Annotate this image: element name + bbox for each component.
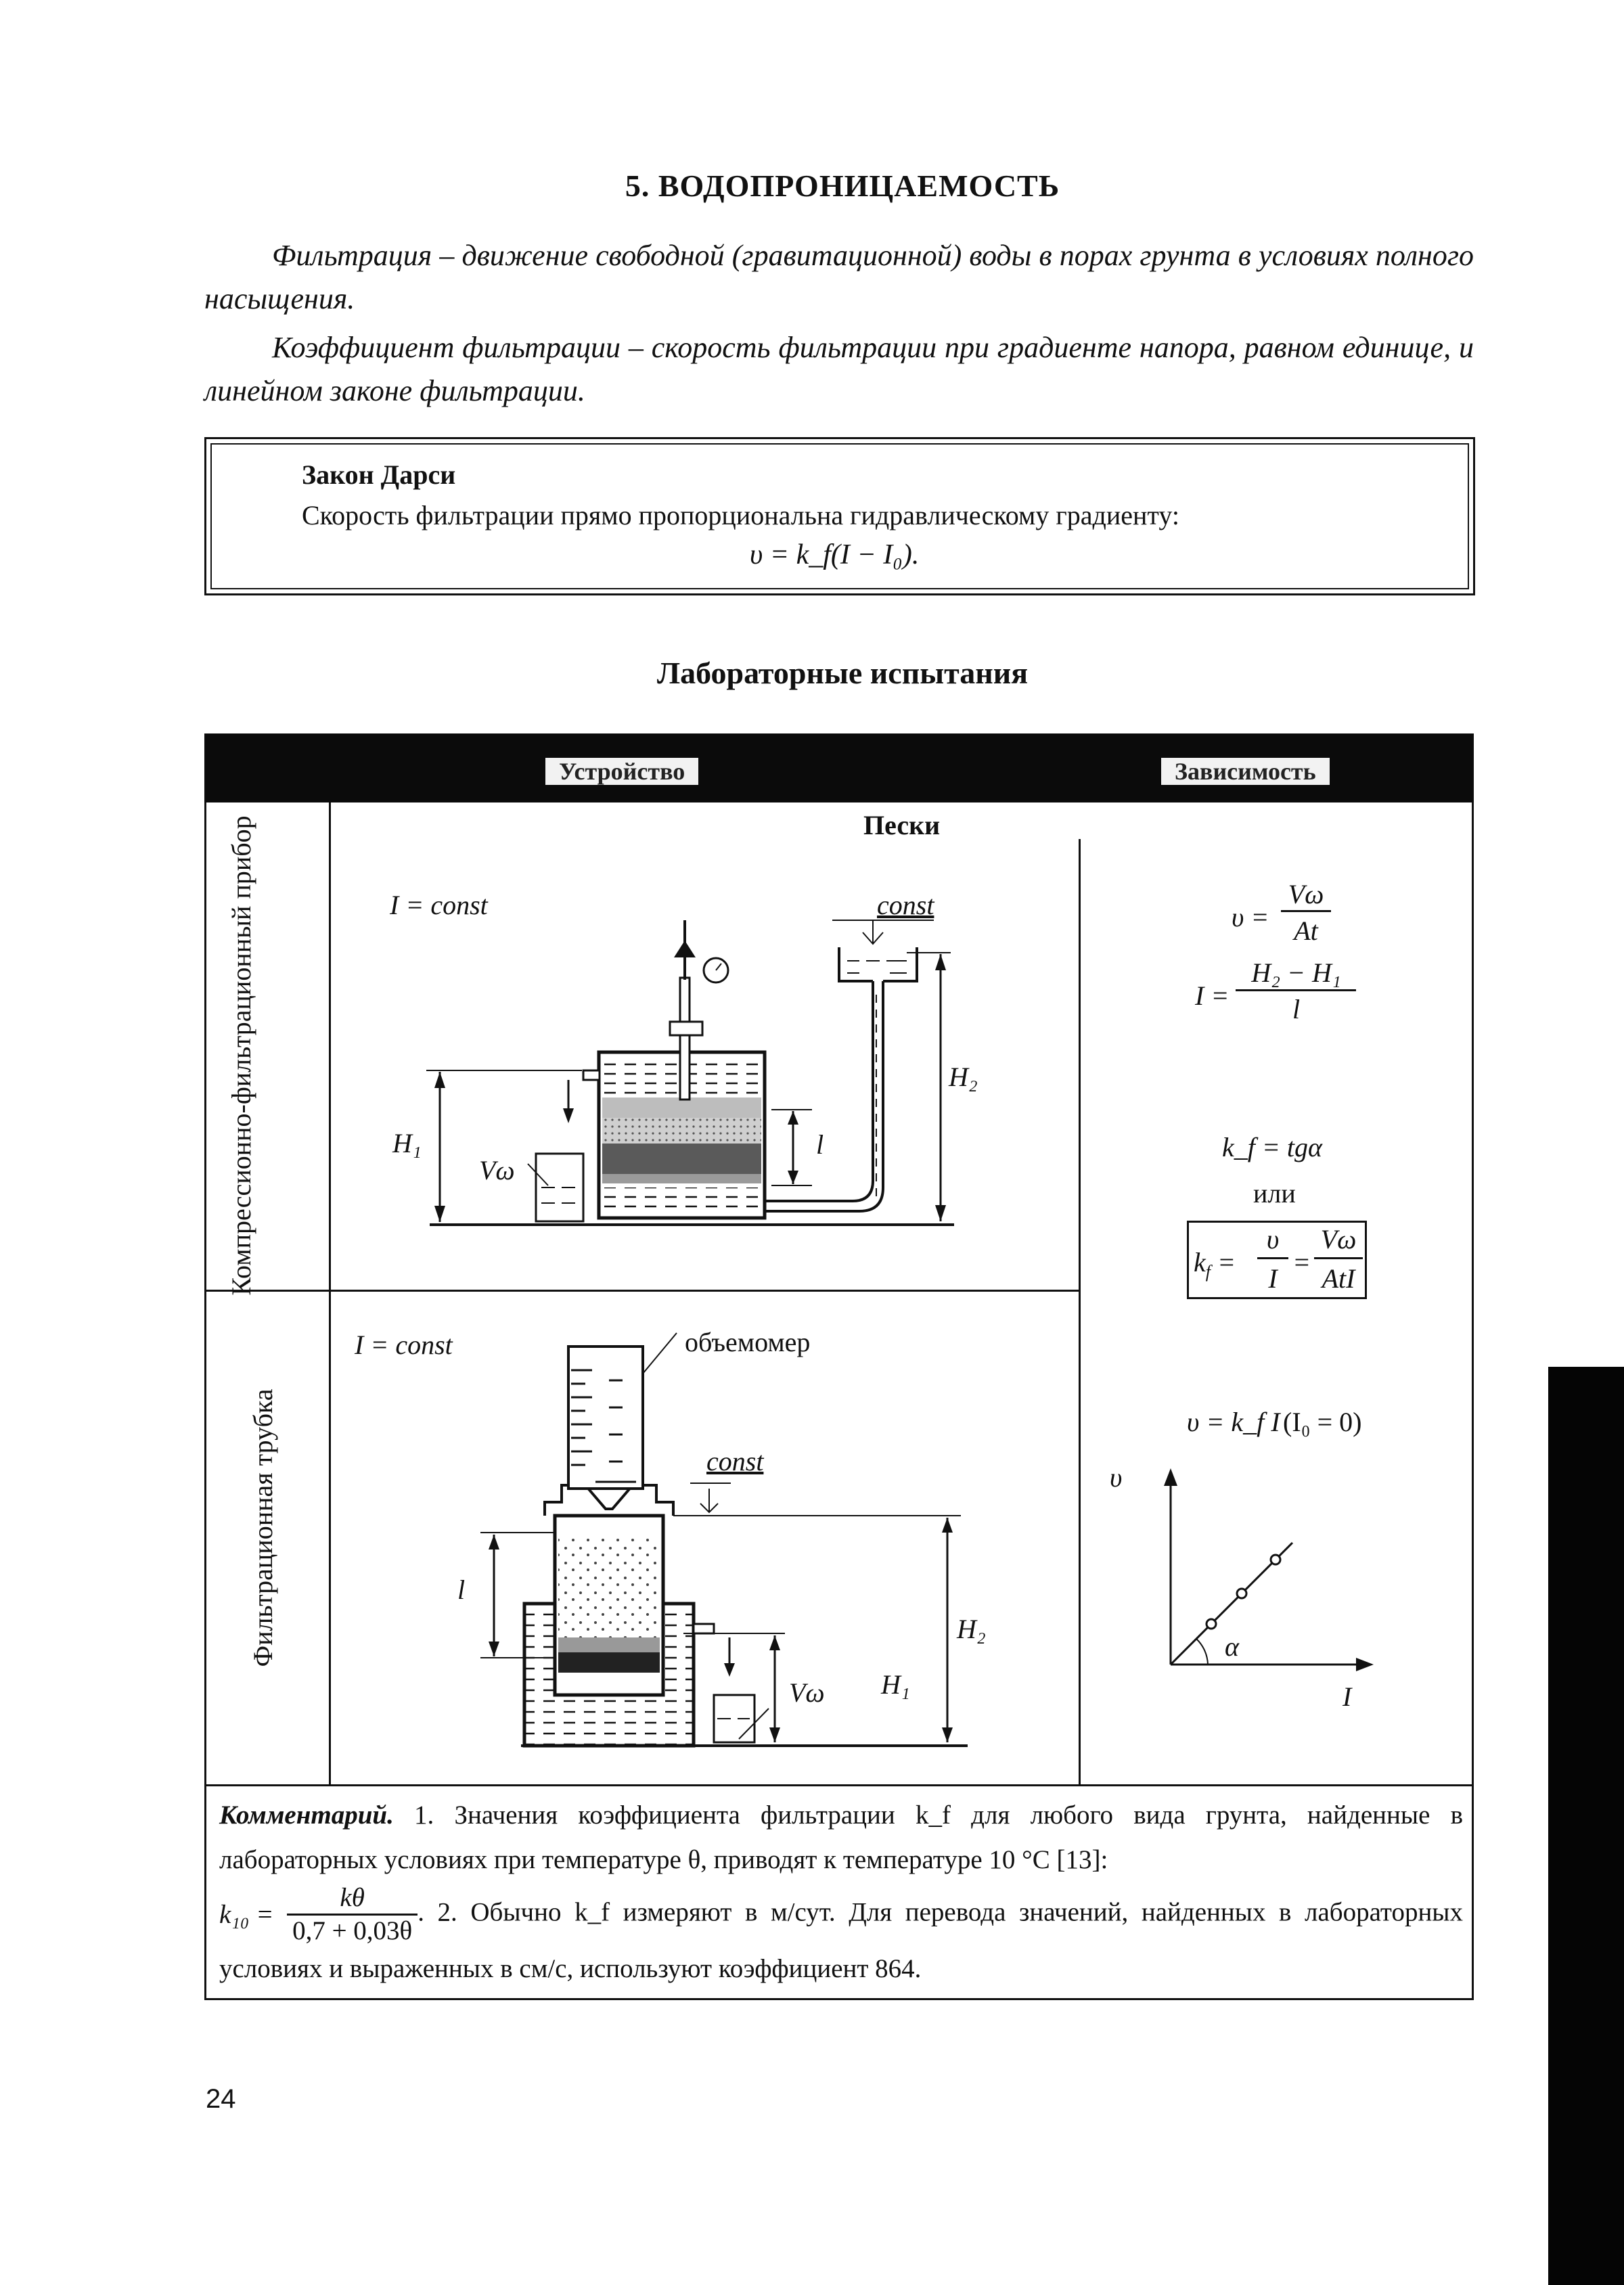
diagram2-const-label: const xyxy=(706,1446,764,1476)
or-label: или xyxy=(1253,1178,1296,1208)
comment-block xyxy=(219,1793,1463,1991)
velocity-numerator: Vω xyxy=(1288,879,1324,909)
linear-darcy-formula: υ = k_f I xyxy=(1187,1407,1280,1437)
filtration-definition: Фильтрация – движение свободной (гравитационной) воды в порах грунта в условиях полного насыщения. xyxy=(204,239,1474,315)
gradient-numerator: H₂ − H₁ xyxy=(1251,957,1341,988)
diagram1-const-label: const xyxy=(877,890,934,920)
gradient-symbol: I = xyxy=(1195,980,1230,1011)
section-title: Лабораторные испытания xyxy=(656,656,1029,690)
compression-filtration-device-diagram xyxy=(338,880,1015,1259)
kf-a-denominator: I xyxy=(1268,1263,1278,1294)
velocity-denominator: At xyxy=(1294,915,1318,946)
correction-denominator: 0,7 + 0,03θ xyxy=(287,1914,418,1947)
velocity-symbol: υ = xyxy=(1232,902,1269,932)
row-label-filtration-tube: Фильтрационная трубка xyxy=(248,1388,278,1667)
filtration-tube-diagram xyxy=(338,1306,1015,1752)
dependency-column-divider xyxy=(1079,839,1081,1786)
kf-a-numerator: υ xyxy=(1266,1224,1280,1254)
label-column-divider xyxy=(329,802,331,1786)
scan-dark-edge xyxy=(1548,1367,1624,2285)
page-title: 5. ВОДОПРОНИЦАЕМОСТЬ xyxy=(625,168,1060,203)
temperature-correction-fraction xyxy=(287,1882,418,1947)
graph-angle-label: α xyxy=(1225,1631,1239,1662)
kf-a-fraction-bar xyxy=(1257,1257,1288,1259)
comment-divider xyxy=(204,1784,1474,1786)
i0-condition: (I₀ = 0) xyxy=(1283,1407,1362,1437)
page-number: 24 xyxy=(206,2084,236,2114)
diagram2-l-label: l xyxy=(457,1575,466,1605)
darcy-law-text: Скорость фильтрации прямо пропорциональна гидравлическому градиенту: xyxy=(302,500,1179,530)
velocity-gradient-graph xyxy=(1110,1462,1380,1719)
comment-part2: . 2. Обычно k_f измеряют в м/сут. Для перевода значений, найденных в лабораторных условиях и выраженных в см/с, используют коэффициент 864. xyxy=(219,1897,1464,1983)
kf-box-symbol: $k_f$ = xyxy=(1194,1247,1236,1282)
correction-numerator: kθ xyxy=(340,1883,365,1912)
diagram1-l-label: l xyxy=(816,1129,824,1160)
gradient-denominator: l xyxy=(1292,994,1301,1024)
darcy-law-title: Закон Дарси xyxy=(302,459,456,490)
gradient-fraction-bar xyxy=(1236,989,1356,991)
darcy-law-formula: υ = k_f(I − I₀). xyxy=(750,539,920,570)
row-label-compression-device: Компрессионно-фильтрационный прибор xyxy=(226,815,256,1296)
diagram2-i-const-label: I = const xyxy=(355,1330,453,1360)
kf-tangent-formula: k_f = tgα xyxy=(1222,1132,1322,1162)
diagram1-h1-label: H₁ xyxy=(392,1128,422,1158)
graph-y-axis-label: υ xyxy=(1110,1462,1123,1493)
kf-b-denominator: AtI xyxy=(1322,1263,1355,1294)
kf-b-fraction-bar xyxy=(1314,1257,1363,1259)
volumeter-label: объемомер xyxy=(685,1327,811,1357)
kf-b-numerator: Vω xyxy=(1320,1224,1357,1254)
diagram2-h1-label: H₁ xyxy=(881,1669,910,1700)
graph-x-axis-label: I xyxy=(1343,1681,1352,1712)
row-divider xyxy=(204,1290,1079,1292)
diagram1-h2-label: H₂ xyxy=(949,1062,978,1092)
velocity-fraction-bar xyxy=(1281,910,1331,912)
header-dependency: Зависимость xyxy=(1161,758,1330,785)
diagram1-vw-label: Vω xyxy=(479,1155,515,1185)
diagram2-h2-label: H₂ xyxy=(957,1614,986,1644)
coefficient-definition: Коэффициент фильтрации – скорость фильтрации при градиенте напора, равном единице, и линейном законе фильтрации. xyxy=(204,331,1474,407)
soil-type-label: Пески xyxy=(863,810,941,840)
diagram2-vw-label: Vω xyxy=(789,1677,825,1708)
comment-label: Комментарий. xyxy=(219,1801,394,1830)
kf-box-equals: = xyxy=(1292,1247,1311,1277)
k10-symbol: k₁₀ = xyxy=(219,1899,274,1929)
header-device: Устройство xyxy=(545,758,698,785)
comment-part1: 1. Значения коэффициента фильтрации k_f для любого вида грунта, найденные в лабораторных условиях при температуре θ, приводят к температуре 10 °С [13]: xyxy=(219,1801,1463,1874)
diagram1-i-const-label: I = const xyxy=(390,890,488,920)
